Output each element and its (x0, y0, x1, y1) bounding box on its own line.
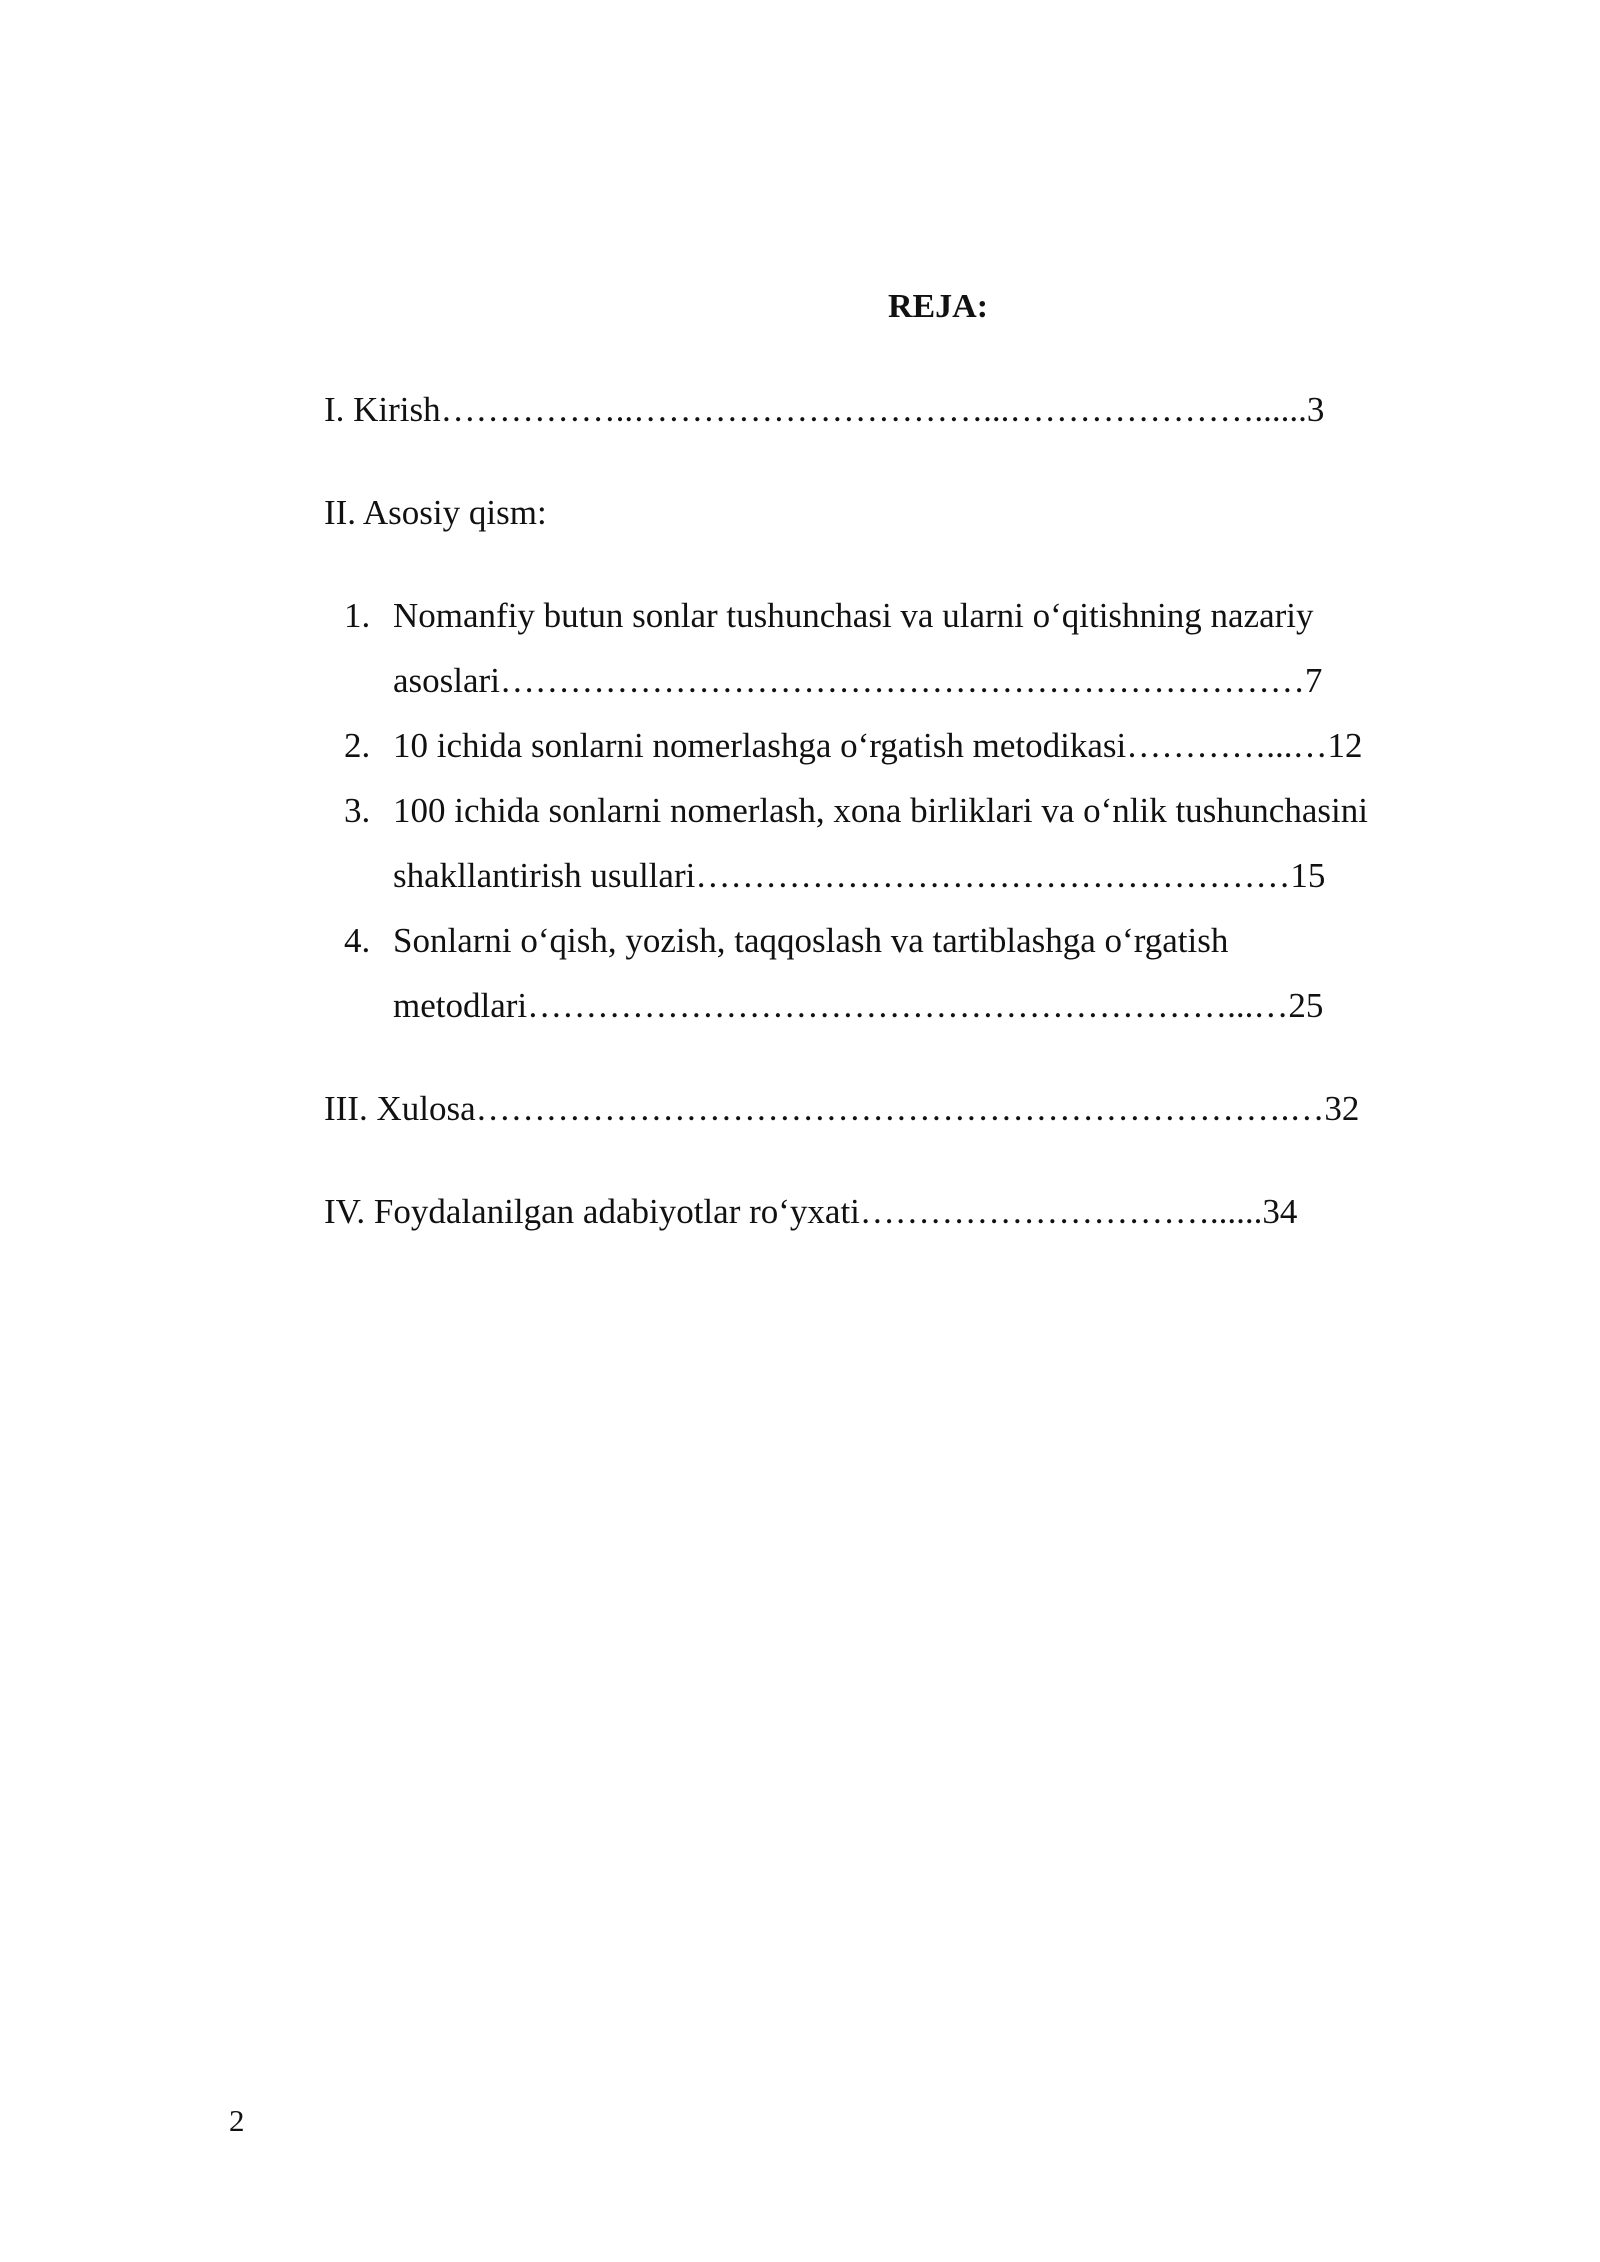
toc-conclusion: III. Xulosa…………………………………………………………….…32 (324, 1089, 1360, 1128)
toc-item-3-line2: shakllantirish usullari……………………………………………15 (393, 856, 1326, 895)
toc-intro: I. Kirish……………..…………………………...…………………......3 (324, 390, 1325, 429)
toc-item-4-line2: metodlari……………………………………………………...…25 (393, 986, 1324, 1025)
toc-item-1-line2: asoslari……………………………………………………………7 (393, 661, 1323, 700)
toc-item-number: 2. (344, 726, 371, 765)
toc-item-4-line1: Sonlarni o‘qish, yozish, taqqoslash va tartiblashga o‘rgatish (393, 921, 1229, 960)
toc-references: IV. Foydalanilgan adabiyotlar ro‘yxati…………………………......34 (324, 1192, 1298, 1231)
toc-item-number: 4. (344, 921, 371, 960)
page-number: 2 (229, 2103, 245, 2138)
page-title: REJA: (887, 288, 989, 325)
toc-item-1-line1: Nomanfiy butun sonlar tushunchasi va ularni o‘qitishning nazariy (393, 596, 1314, 635)
toc-main-heading: II. Asosiy qism: (324, 493, 547, 532)
toc-item-2-line1: 10 ichida sonlarni nomerlashga o‘rgatish metodikasi…………...…12 (393, 726, 1363, 765)
toc-item-3-line1: 100 ichida sonlarni nomerlash, xona birliklari va o‘nlik tushunchasini (393, 791, 1368, 830)
toc-item-number: 3. (344, 791, 371, 830)
toc-item-number: 1. (344, 596, 371, 635)
